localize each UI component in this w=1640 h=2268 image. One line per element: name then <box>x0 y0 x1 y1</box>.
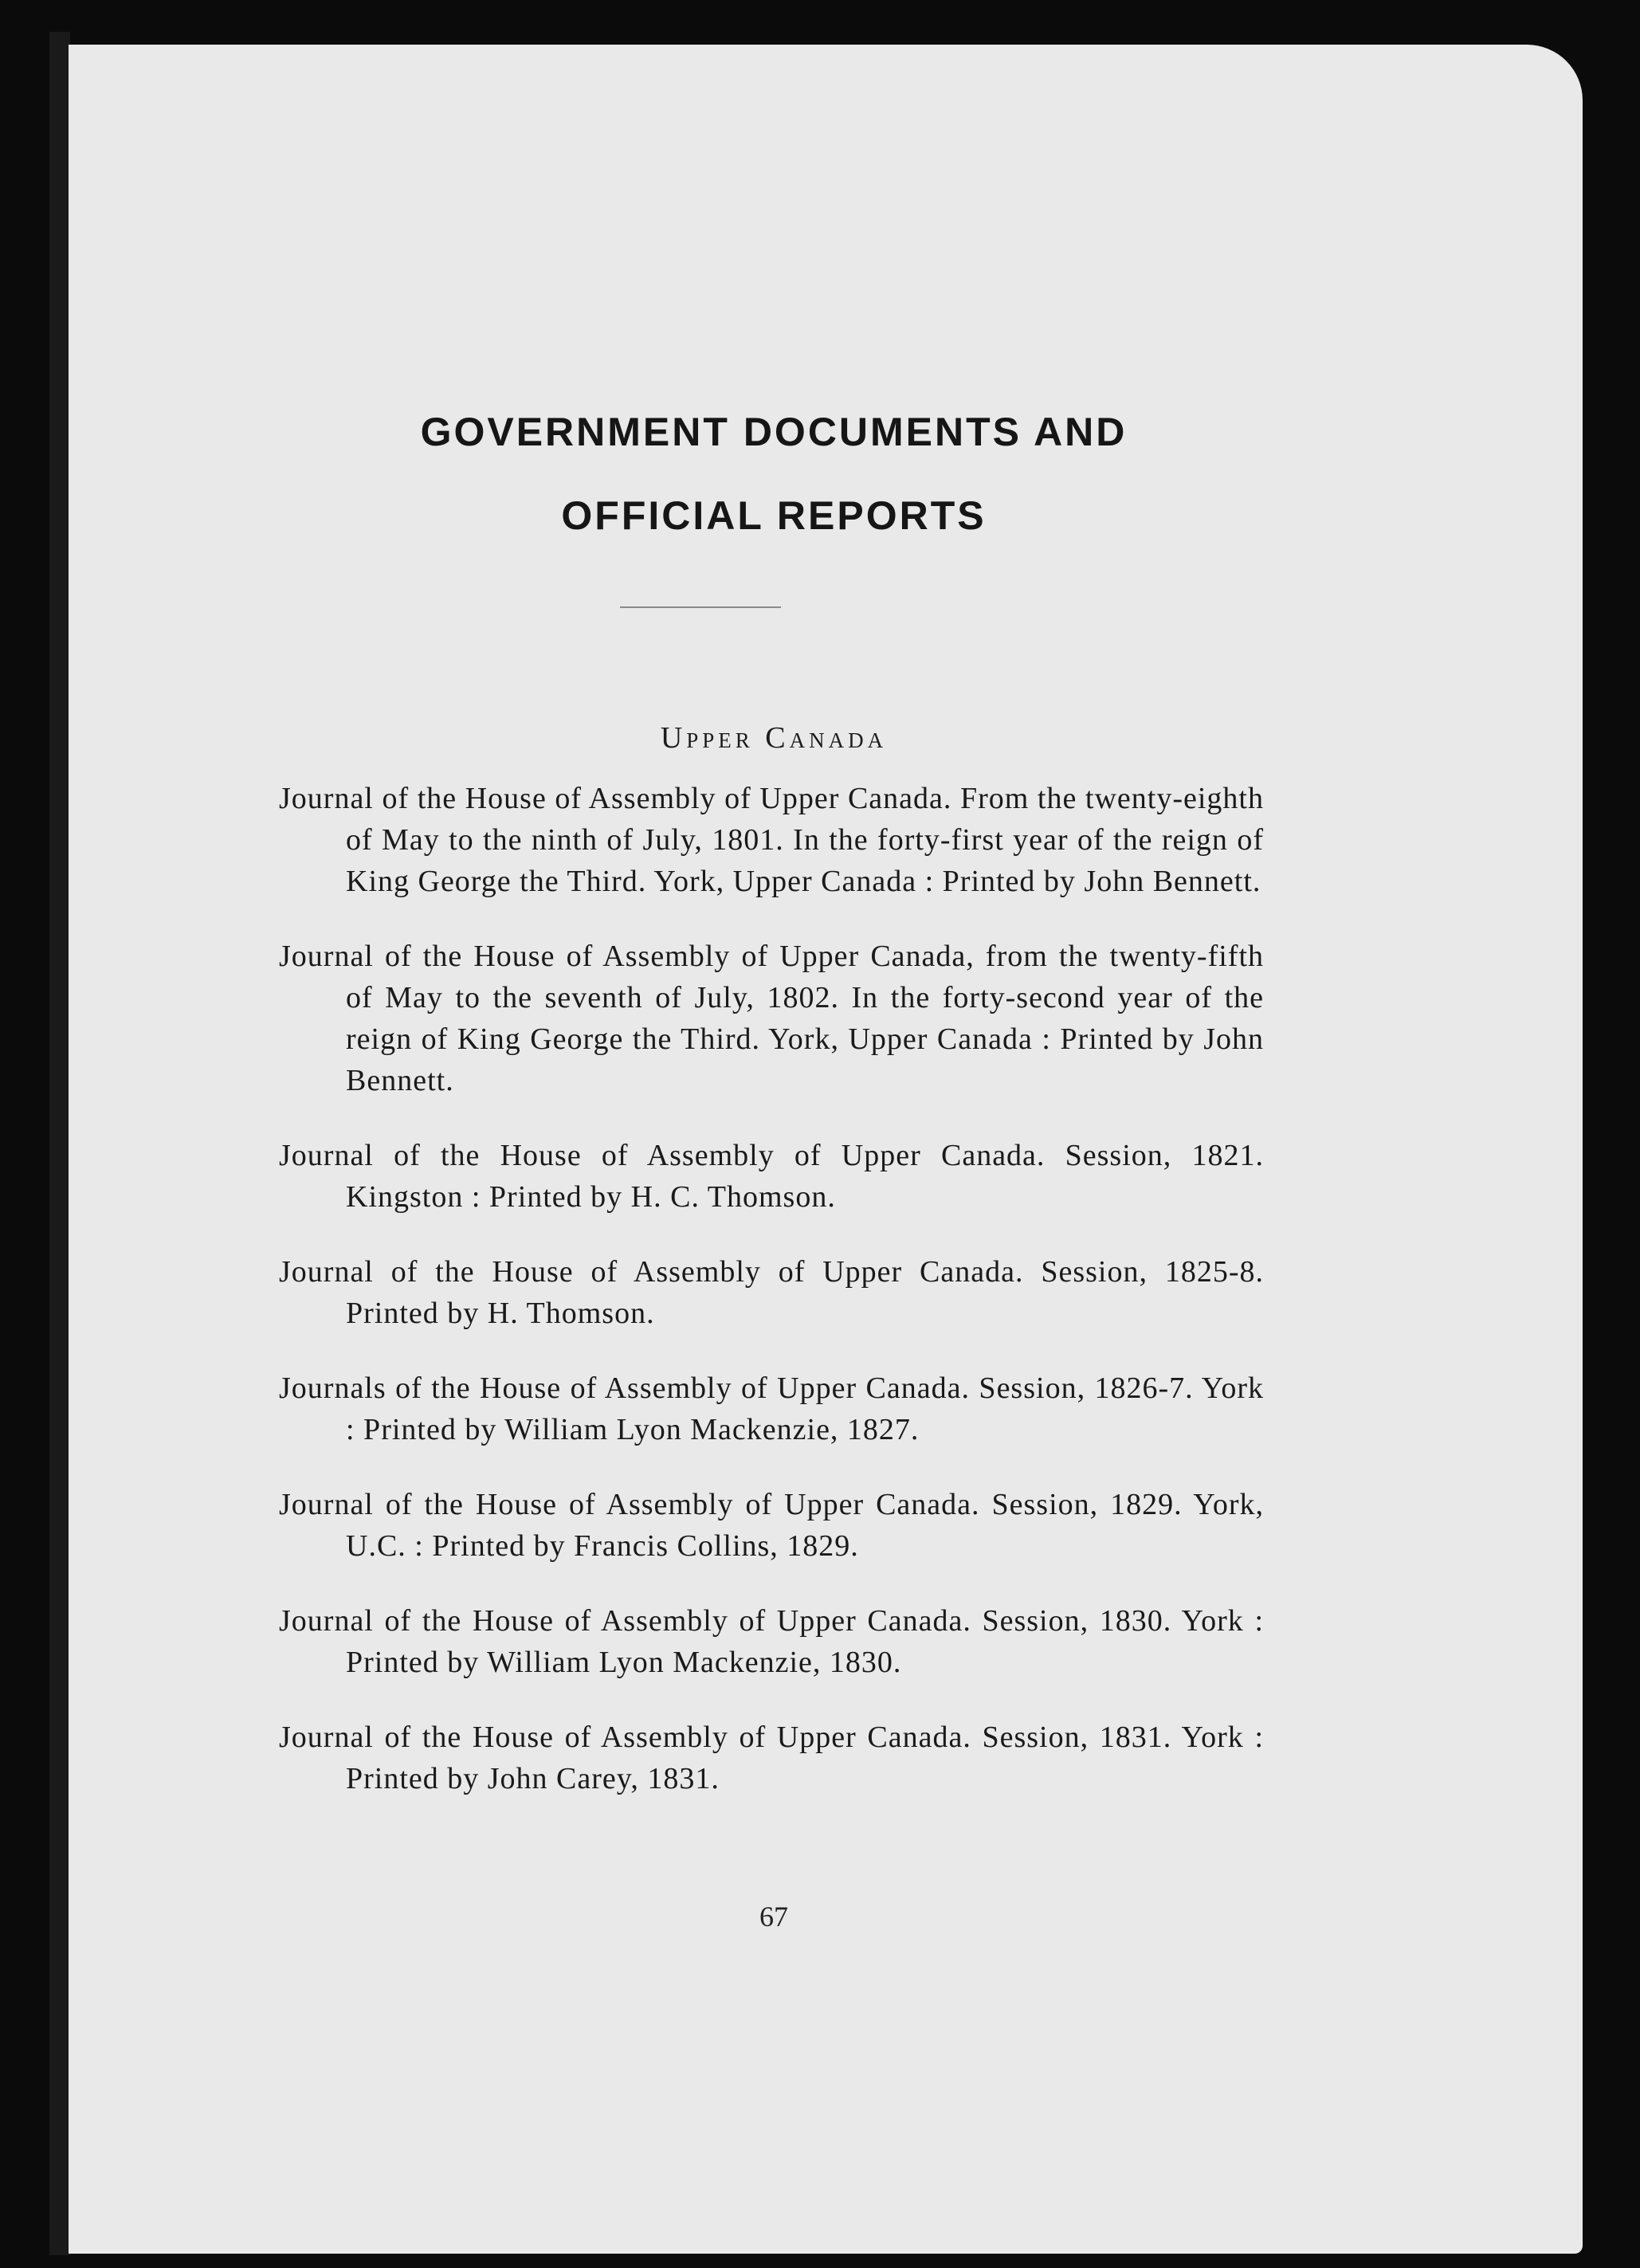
bibliography-list <box>279 778 1264 1833</box>
bibliography-entry: Journal of the House of Assembly of Upper Canada, from the twenty-fifth of May to the seventh of July, 1802. In the forty-second year of the reign of King George the Third. York, Upper Canada : Printed by John Bennett. <box>279 940 1264 1097</box>
bibliography-entry: Journal of the House of Assembly of Upper Canada. Session, 1825-8. Printed by H. Thomson. <box>279 1255 1264 1330</box>
bibliography-entry: Journals of the House of Assembly of Upper Canada. Session, 1826-7. York : Printed by William Lyon Mackenzie, 1827. <box>279 1371 1264 1446</box>
bibliography-entry: Journal of the House of Assembly of Upper Canada. Session, 1831. York : Printed by John Carey, 1831. <box>279 1721 1264 1795</box>
book-spine <box>49 32 70 2255</box>
bibliography-entry: Journal of the House of Assembly of Upper Canada. Session, 1829. York, U.C. : Printed by Francis Collins, 1829. <box>279 1488 1264 1563</box>
page-title-line-2: OFFICIAL REPORTS <box>561 493 987 538</box>
bibliography-entry: Journal of the House of Assembly of Upper Canada. Session, 1830. York : Printed by William Lyon Mackenzie, 1830. <box>279 1604 1264 1679</box>
bibliography-entry: Journal of the House of Assembly of Upper Canada. From the twenty-eighth of May to the ninth of July, 1801. In the forty-first year of the reign of King George the Third. York, Upper Canada : Printed by John Bennett. <box>279 782 1264 898</box>
section-heading: Upper Canada <box>660 721 888 755</box>
book-page <box>69 45 1583 2254</box>
bibliography-entry: Journal of the House of Assembly of Upper Canada. Session, 1821. Kingston : Printed by H. C. Thomson. <box>279 1139 1264 1214</box>
page-title-line-1: GOVERNMENT DOCUMENTS AND <box>420 410 1128 454</box>
page-number: 67 <box>759 1901 788 1933</box>
title-divider <box>620 606 781 608</box>
